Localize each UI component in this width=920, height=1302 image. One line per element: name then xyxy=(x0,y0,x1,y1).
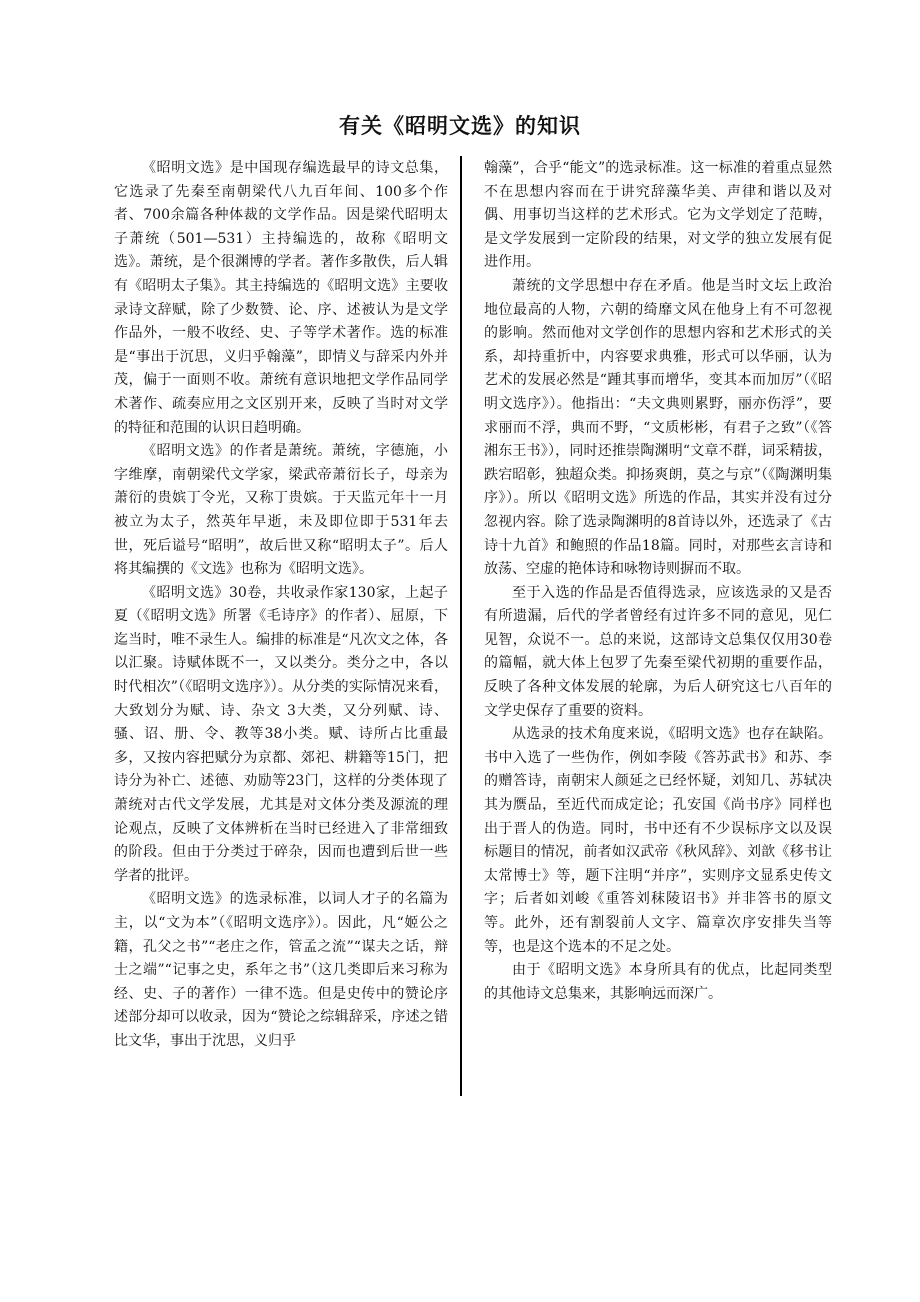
left-column xyxy=(114,157,448,1054)
right-column xyxy=(484,157,832,1006)
paragraph: 萧统的文学思想中存在矛盾。他是当时文坛上政治地位最高的人物，六朝的绮靡文风在他身上有不可忽视的影响。然而他对文学创作的思想内容和艺术形式的关系，却持重折中，内容要求典雅，形式可以华丽，认为艺术的发展必然是“踵其事而增华，变其本而加厉”（《昭明文选序》）。他指出：“夫文典则累野，丽亦伤浮”，要求丽而不浮，典而不野，“文质彬彬，有君子之致”（《答湘东王书》），同时还推崇陶渊明“文章不群，词采精拔，跌宕昭彰，独超众类。抑扬爽朗，莫之与京”（《陶渊明集序》）。所以《昭明文选》所选的作品，其实并没有过分忽视内容。除了选录陶渊明的8首诗以外，还选录了《古诗十九首》和鲍照的作品18篇。同时，对那些玄言诗和放荡、空虚的艳体诗和咏物诗则摒而不取。 xyxy=(484,277,832,578)
paragraph-continued: 翰藻”，合乎“能文”的选录标准。这一标准的着重点显然不在思想内容而在于讲究辞藻华美、声律和谐以及对偶、用事切当这样的艺术形式。它为文学划定了范畴，是文学发展到一定阶段的结果，对文学的独立发展有促进作用。 xyxy=(484,160,832,271)
column-divider xyxy=(460,156,462,1096)
paragraph: 《昭明文选》30卷，共收录作家130家，上起子夏（《昭明文选》所署《毛诗序》的作者）、屈原，下迄当时，唯不录生人。编排的标准是“凡次文之体，各以汇聚。诗赋体既不一，又以类分。类分之中，各以时代相次”（《昭明文选序》）。从分类的实际情况来看，大致划分为赋、诗、杂文 3大类，又分列赋、诗、骚、诏、册、令、教等38小类。赋、诗所占比重最多，又按内容把赋分为京都、郊祀、耕籍等15门，把诗分为补亡、述德、劝励等23门，这样的分类体现了萧统对古代文学发展，尤其是对文体分类及源流的理论观点，反映了文体辨析在当时已经进入了非常细致的阶段。但由于分类过于碎杂，因而也遭到后世一些学者的批评。 xyxy=(114,584,448,884)
paragraph: 从选录的技术角度来说，《昭明文选》也存在缺陷。书中入选了一些伪作，例如李陵《答苏武书》和苏、李的赠答诗，南朝宋人颜延之已经怀疑，刘知几、苏轼决其为赝品，至近代而成定论；孔安国《尚书序》同样也出于晋人的伪造。同时，书中还有不少误标序文以及误标题目的情况，前者如汉武帝《秋风辞》、刘歆《移书让太常博士》等，题下注明“并序”，实则序文显系史传文字；后者如刘峻《重答刘秣陵诏书》并非答书的原文等。此外，还有割裂前人文字、篇章次序安排失当等等，也是这个选本的不足之处。 xyxy=(484,726,832,955)
paragraph: 由于《昭明文选》本身所具有的优点，比起同类型的其他诗文总集来，其影响远而深广。 xyxy=(484,962,832,1002)
paragraph: 至于入选的作品是否值得选录，应该选录的又是否有所遗漏，后代的学者曾经有过许多不同的意见，见仁见智，众说不一。总的来说，这部诗文总集仅仅用30卷的篇幅，就大体上包罗了先秦至梁代初期的重要作品，反映了各种文体发展的轮廓，为后人研究这七八百年的文学史保存了重要的资料。 xyxy=(484,584,832,719)
paragraph: 《昭明文选》是中国现存编选最早的诗文总集，它选录了先秦至南朝梁代八九百年间、100多个作者、700余篇各种体裁的文学作品。因是梁代昭明太子萧统（501—531）主持编选的，故称《昭明文选》。萧统，是个很渊博的学者。著作多散佚，后人辑有《昭明太子集》。其主持编选的《昭明文选》主要收录诗文辞赋，除了少数赞、论、序、述被认为是文学作品外，一般不收经、史、子等学术著作。选的标准是“事出于沉思，义归乎翰藻”，即情义与辞采内外并茂，偏于一面则不收。萧统有意识地把文学作品同学术著作、疏奏应用之文区别开来，反映了当时对文学的特征和范围的认识日趋明确。 xyxy=(114,160,448,436)
paragraph: 《昭明文选》的选录标准，以词人才子的名篇为主，以“文为本”（《昭明文选序》）。因此，凡“姬公之籍，孔父之书”“老庄之作，管孟之流”“谋夫之话，辩士之端”“记事之史，系年之书”（这几类即后来习称为经、史、子的著作）一律不选。但是史传中的赞论序述部分却可以收录，因为“赞论之综辑辞采，序述之错比文华，事出于沈思，义归乎 xyxy=(114,891,448,1049)
paragraph: 《昭明文选》的作者是萧统。萧统，字德施，小字维摩，南朝梁代文学家，梁武帝萧衍长子，母亲为萧衍的贵嫔丁令光，又称丁贵嫔。于天监元年十一月被立为太子，然英年早逝，未及即位即于531年去世，死后谥号“昭明”，故后世又称“昭明太子”。后人将其编撰的《文选》也称为《昭明文选》。 xyxy=(114,443,448,578)
page-title: 有关《昭明文选》的知识 xyxy=(339,114,581,139)
